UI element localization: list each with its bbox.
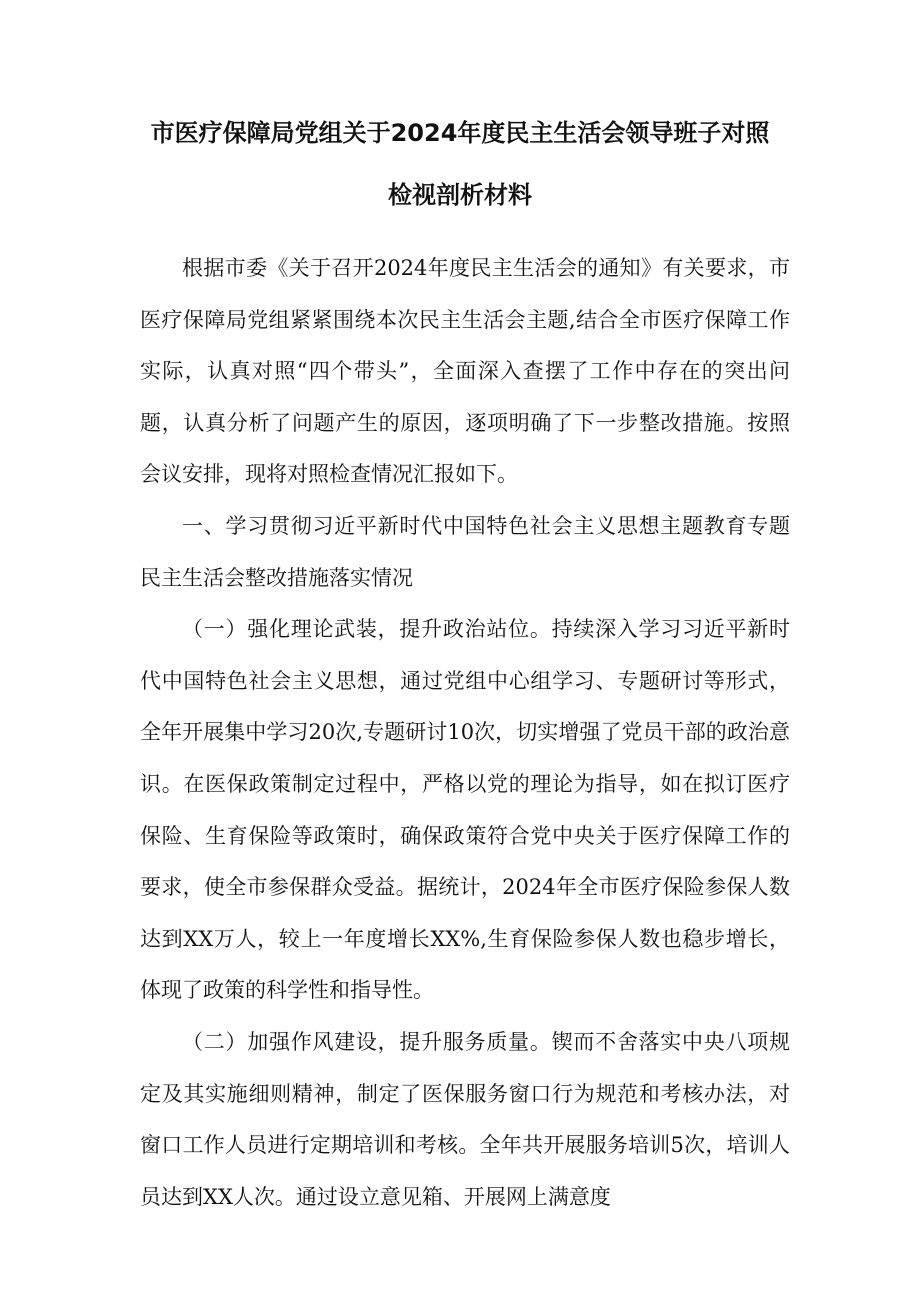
document-title-line-1: 市医疗保障局党组关于2024年度民主生活会领导班子对照 bbox=[150, 119, 770, 147]
document-body bbox=[140, 243, 790, 1223]
section-heading-1: 一、学习贯彻习近平新时代中国特色社会主义思想主题教育专题民主生活会整改措施落实情况 bbox=[140, 513, 790, 590]
subsection-paragraph-1: （一）强化理论武装，提升政治站位。持续深入学习习近平新时代中国特色社会主义思想，通过党组中心组学习、专题研讨等形式，全年开展集中学习20次,专题研讨10次，切实增强了党员干部的政治意识。在医保政策制定过程中，严格以党的理论为指导，如在拟订医疗保险、生育保险等政策时，确保政策符合党中央关于医疗保障工作的要求，使全市参保群众受益。据统计，2024年全市医疗保险参保人数达到XX万人，较上一年度增长XX%,生育保险参保人数也稳步增长，体现了政策的科学性和指导性。 bbox=[140, 617, 790, 1003]
document-title-line-2: 检视剖析材料 bbox=[388, 181, 532, 209]
subsection-paragraph-2: （二）加强作风建设，提升服务质量。锲而不舍落实中央八项规定及其实施细则精神，制定了医保服务窗口行为规范和考核办法，对窗口工作人员进行定期培训和考核。全年共开展服务培训5次，培训人员达到XX人次。通过设立意见箱、开展网上满意度 bbox=[140, 1029, 790, 1209]
intro-paragraph: 根据市委《关于召开2024年度民主生活会的通知》有关要求，市医疗保障局党组紧紧围绕本次民主生活会主题,结合全市医疗保障工作实际，认真对照“四个带头”，全面深入查摆了工作中存在的突出问题，认真分析了问题产生的原因，逐项明确了下一步整改措施。按照会议安排，现将对照检查情况汇报如下。 bbox=[140, 256, 790, 487]
